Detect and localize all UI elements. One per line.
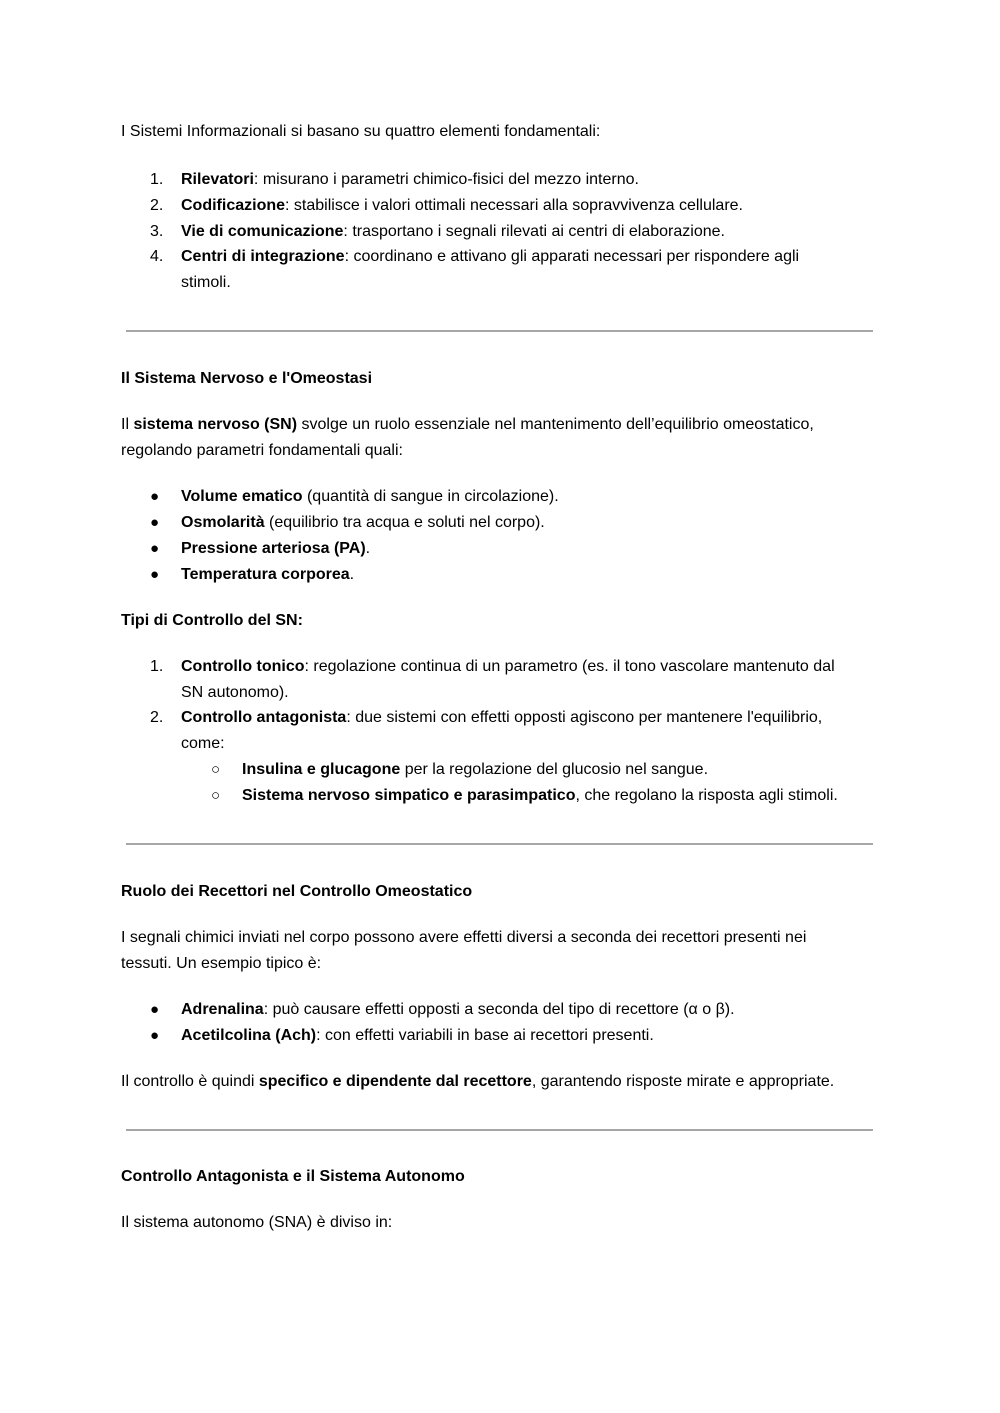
paragraph: Il sistema autonomo (SNA) è diviso in: (121, 1214, 393, 1231)
list-item-term: Centri di integrazione (181, 248, 345, 265)
list-item (181, 170, 639, 190)
bullet-icon: ● (150, 566, 160, 583)
list-item-text: : coordinano e attivano gli apparati necessari per rispondere agli (344, 248, 800, 265)
paragraph-line: regolando parametri fondamentali quali: (121, 442, 403, 459)
list-number: 2. (150, 709, 164, 726)
bullet-item-term: Adrenalina (181, 1001, 264, 1018)
sub-list-item-term: Insulina e glucagone (242, 761, 401, 778)
horizontal-divider (126, 330, 873, 332)
bullet-icon: ● (150, 1001, 160, 1018)
paragraph-line: tessuti. Un esempio tipico è: (121, 955, 322, 972)
list-number: 2. (150, 197, 164, 214)
list-item-term: Rilevatori (181, 171, 254, 188)
list-item-text: : due sistemi con effetti opposti agiscono per mantenere l'equilibrio, (346, 709, 823, 726)
list-item-text: : regolazione continua di un parametro (es. il tono vascolare mantenuto dal (304, 658, 835, 675)
list-item (181, 708, 822, 728)
list-item-continuation: SN autonomo). (181, 684, 289, 701)
bullet-item (181, 487, 559, 507)
horizontal-divider (126, 1129, 873, 1131)
list-number: 1. (150, 171, 164, 188)
bullet-item-term: Temperatura corporea (181, 566, 350, 583)
paragraph-text: , garantendo risposte mirate e appropriate. (531, 1073, 835, 1090)
paragraph (121, 415, 814, 435)
paragraph-text: Il controllo è quindi (121, 1073, 259, 1090)
bullet-item-term: Acetilcolina (Ach) (181, 1027, 317, 1044)
section-heading: Il Sistema Nervoso e l'Omeostasi (121, 370, 373, 387)
list-item-text: : stabilisce i valori ottimali necessari alla sopravvivenza cellulare. (285, 197, 743, 214)
list-item-text: : misurano i parametri chimico-fisici del mezzo interno. (253, 171, 639, 188)
horizontal-divider (126, 843, 873, 845)
sub-list-item (242, 760, 708, 780)
circle-bullet-icon: ○ (211, 761, 221, 778)
list-number: 4. (150, 248, 164, 265)
paragraph-bold: specifico e dipendente dal recettore (258, 1073, 532, 1090)
paragraph-line: I segnali chimici inviati nel corpo possono avere effetti diversi a seconda dei recettori presenti nei (121, 929, 807, 946)
bullet-item-text: (quantità di sangue in circolazione). (302, 488, 559, 505)
list-item-term: Controllo tonico (181, 658, 305, 675)
bullet-icon: ● (150, 1027, 160, 1044)
section-heading: Ruolo dei Recettori nel Controllo Omeostatico (121, 883, 473, 900)
bullet-icon: ● (150, 488, 160, 505)
list-number: 1. (150, 658, 164, 675)
bullet-item-term: Volume ematico (181, 488, 303, 505)
bullet-item (181, 1026, 654, 1046)
list-number: 3. (150, 223, 164, 240)
list-item-continuation: come: (181, 735, 225, 752)
intro-paragraph: I Sistemi Informazionali si basano su quattro elementi fondamentali: (121, 123, 601, 140)
bullet-item (181, 513, 545, 533)
bullet-icon: ● (150, 514, 160, 531)
list-item-term: Controllo antagonista (181, 709, 347, 726)
sub-heading: Tipi di Controllo del SN: (121, 612, 303, 629)
bullet-item-term: Pressione arteriosa (PA) (181, 540, 366, 557)
bullet-item-text: : può causare effetti opposti a seconda del tipo di recettore (α o β). (263, 1001, 735, 1018)
list-item-continuation: stimoli. (181, 274, 231, 291)
list-item-term: Vie di comunicazione (181, 223, 344, 240)
bullet-item-text: (equilibrio tra acqua e soluti nel corpo). (264, 514, 545, 531)
bullet-icon: ● (150, 540, 160, 557)
list-item-term: Codificazione (181, 197, 286, 214)
paragraph-bold: sistema nervoso (SN) (133, 416, 298, 433)
paragraph-text: svolge un ruolo essenziale nel mantenimento dell’equilibrio omeostatico, (297, 416, 814, 433)
sub-list-item-term: Sistema nervoso simpatico e parasimpatico (242, 787, 576, 804)
sub-list-item-text: , che regolano la risposta agli stimoli. (575, 787, 838, 804)
section-heading: Controllo Antagonista e il Sistema Autonomo (121, 1168, 465, 1185)
sub-list-item (242, 786, 838, 806)
list-item (181, 657, 835, 677)
circle-bullet-icon: ○ (211, 787, 221, 804)
list-item (181, 222, 725, 242)
list-item-text: : trasportano i segnali rilevati ai centri di elaborazione. (343, 223, 725, 240)
bullet-item-text: : con effetti variabili in base ai recettori presenti. (316, 1027, 654, 1044)
bullet-item (181, 539, 370, 559)
list-item (181, 196, 743, 216)
bullet-item-text: . (365, 540, 371, 557)
bullet-item (181, 1000, 735, 1020)
bullet-item (181, 565, 354, 585)
bullet-item-term: Osmolarità (181, 514, 265, 531)
sub-list-item-text: per la regolazione del glucosio nel sangue. (400, 761, 709, 778)
list-item (181, 247, 799, 267)
bullet-item-text: . (349, 566, 355, 583)
paragraph-text: Il (121, 416, 134, 433)
conclusion-paragraph (121, 1072, 834, 1092)
